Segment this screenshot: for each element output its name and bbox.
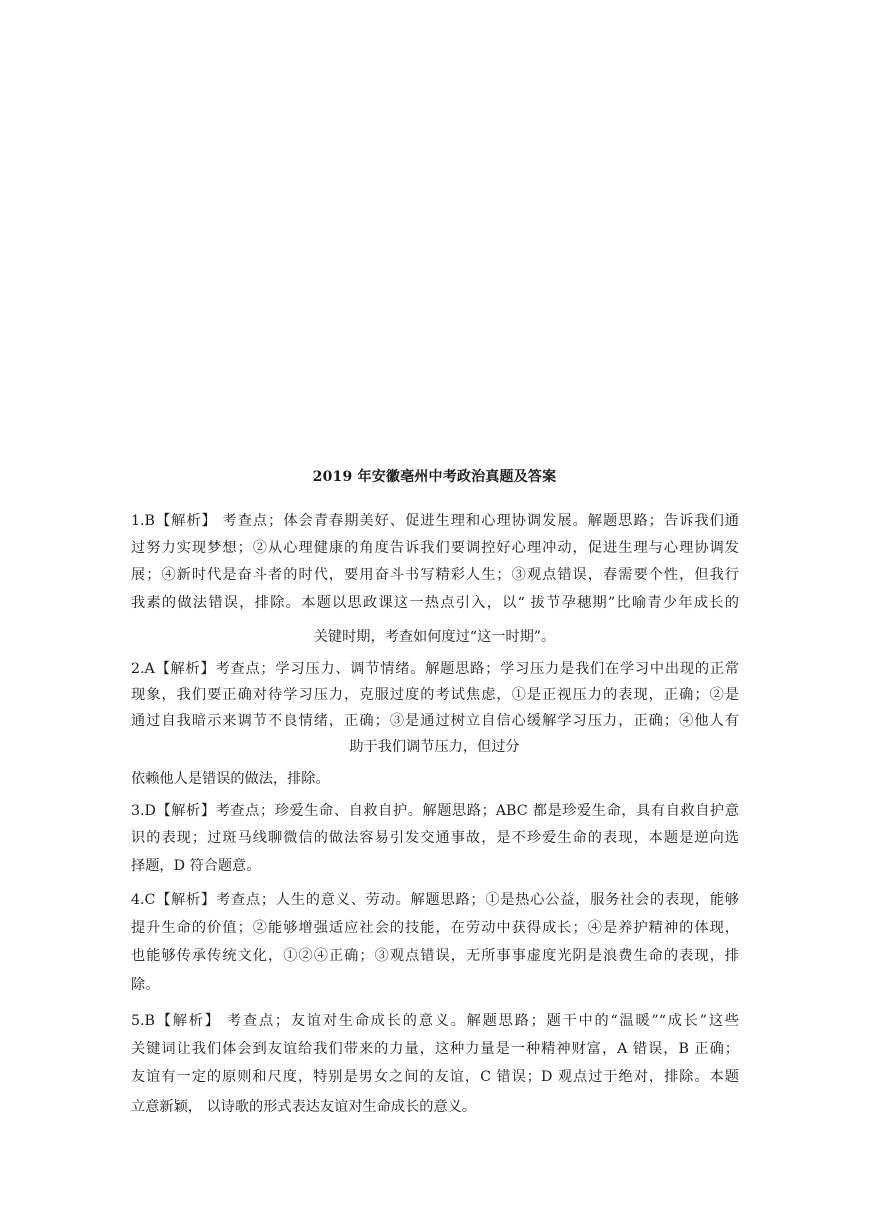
answer-4-line-2: 提升生命的价值；②能够增强适应社会的技能，在劳动中获得成长；④是养护精神的体现，: [131, 920, 739, 936]
answer-1-line-2: 过努力实现梦想；②从心理健康的角度告诉我们要调控好心理冲动，促进生理与心理协调发: [131, 540, 739, 556]
answer-4-line-1: 4.C【解析】考查点；人生的意义、劳动。解题思路；①是热心公益，服务社会的表现，能够: [131, 892, 739, 908]
answer-5-line-2: 关键词让我们体会到友谊给我们带来的力量，这种力量是一种精神财富，A 错误，B 正确；: [131, 1041, 739, 1057]
answer-1-line-4: 我素的做法错误，排除。本题以思政课这一热点引入，以“ 拔节孕穗期”比喻青少年成长的: [131, 595, 739, 611]
answer-3-line-1: 3.D【解析】考查点；珍爱生命、自救自护。解题思路；ABC 都是珍爱生命，具有自救自护意: [131, 803, 739, 819]
answer-2-line-3: 通过自我暗示来调节不良情绪，正确；③是通过树立自信心缓解学习压力，正确；④他人有: [131, 713, 739, 729]
answer-3-line-3: 择题，D 符合题意。: [131, 858, 261, 874]
answer-2-line-1: 2.A【解析】考查点；学习压力、调节情绪。解题思路；学习压力是我们在学习中出现的正常: [131, 661, 739, 677]
answer-2-line-4: 助于我们调节压力，但过分: [349, 739, 520, 755]
answer-4-line-4: 除。: [131, 977, 160, 993]
answer-1-line-1: 1.B【解析】 考查点；体会青春期美好、促进生理和心理协调发展。解题思路；告诉我们通: [131, 513, 739, 529]
answer-5-line-3: 友谊有一定的原则和尺度，特别是男女之间的友谊，C 错误；D 观点过于绝对，排除。本题: [131, 1069, 739, 1085]
answer-5-line-4: 立意新颖， 以诗歌的形式表达友谊对生命成长的意义。: [131, 1099, 477, 1115]
document-title: 2019 年安徽亳州中考政治真题及答案: [312, 469, 557, 485]
answer-2-line-5: 依赖他人是错误的做法，排除。: [131, 771, 330, 787]
answer-5-line-1: 5.B【解析】 考查点；友谊对生命成长的意义。解题思路；题干中的“温暖”“成长”这些: [131, 1013, 739, 1029]
answer-1-line-3: 展；④新时代是奋斗者的时代，要用奋斗书写精彩人生；③观点错误，春需要个性，但我行: [131, 567, 739, 583]
answer-3-line-2: 识的表现；过斑马线聊微信的做法容易引发交通事故，是不珍爱生命的表现，本题是逆向选: [131, 830, 739, 846]
answer-4-line-3: 也能够传承传统文化，①②④正确；③观点错误，无所事事虚度光阴是浪费生命的表现，排: [131, 948, 739, 964]
answer-2-line-2: 现象，我们要正确对待学习压力，克服过度的考试焦虑，①是正视压力的表现，正确；②是: [131, 687, 739, 703]
answer-1-line-5: 关键时期，考查如何度过“这一时期”。: [313, 629, 556, 645]
